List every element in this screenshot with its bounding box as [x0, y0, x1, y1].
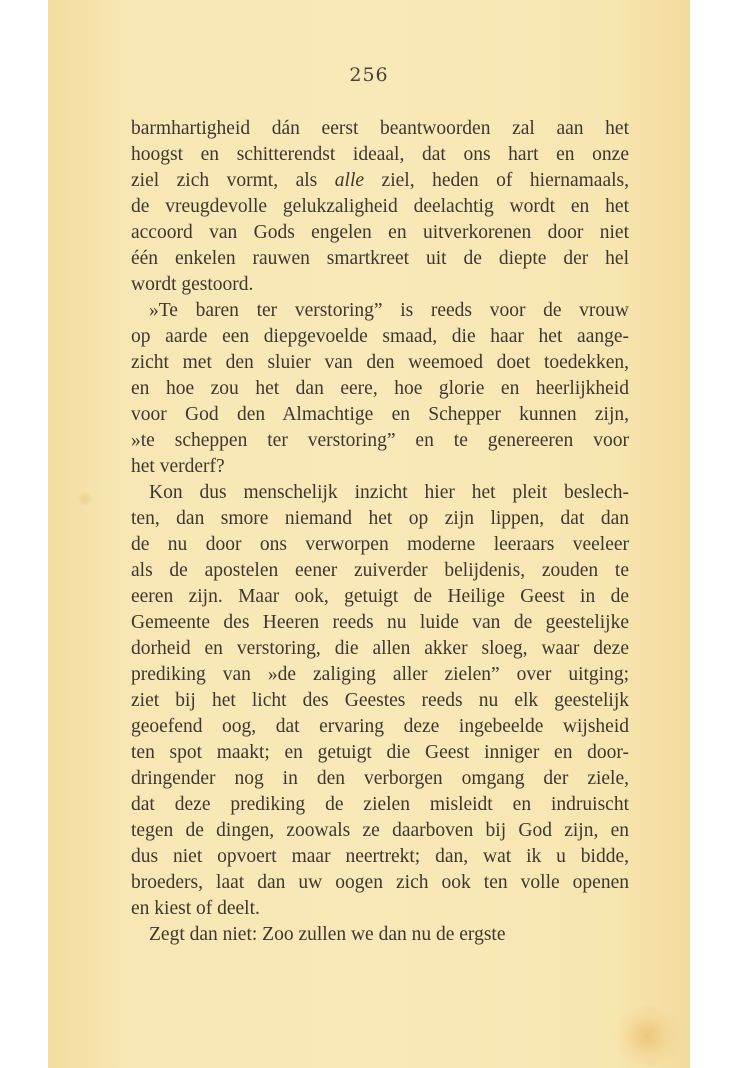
text-line: zicht met den sluier van den weemoed doet toedekken,	[131, 352, 629, 373]
paper-speck	[78, 492, 92, 506]
text-line: dus niet opvoert maar neertrekt; dan, wat ik u bidde,	[131, 846, 629, 867]
text-line: »te scheppen ter verstoring” en te genereeren voor	[131, 430, 629, 451]
text-line: en kiest of deelt.	[131, 898, 260, 919]
text-line: »Te baren ter verstoring” is reeds voor de vrouw	[149, 300, 629, 321]
text-line: accoord van Gods engelen en uitverkorenen door niet	[131, 222, 629, 243]
text-line: ziel zich vormt, als alle ziel, heden of hiernamaals,	[131, 170, 629, 191]
text-line: en hoe zou het dan eere, hoe glorie en heerlijkheid	[131, 378, 629, 399]
text-line: ten, dan smore niemand het op zijn lippen, dat dan	[131, 508, 629, 529]
text-line: één enkelen rauwen smartkreet uit de diepte der hel	[131, 248, 629, 269]
text-line: dorheid en verstoring, die allen akker sloeg, waar deze	[131, 638, 629, 659]
text-line: geoefend oog, dat ervaring deze ingebeelde wijsheid	[131, 716, 629, 737]
text-line: wordt gestoord.	[131, 274, 254, 295]
text-line: eeren zijn. Maar ook, getuigt de Heilige Geest in de	[131, 586, 629, 607]
text-line: Gemeente des Heeren reeds nu luide van de geestelijke	[131, 612, 629, 633]
text-line: broeders, laat dan uw oogen zich ook ten volle openen	[131, 872, 629, 893]
text-line: als de apostelen eener zuiverder belijdenis, zouden te	[131, 560, 629, 581]
text-line: de vreugdevolle gelukzaligheid deelachtig wordt en het	[131, 196, 629, 217]
text-line: dringender nog in den verborgen omgang der ziele,	[131, 768, 629, 789]
text-line: het verderf?	[131, 456, 225, 477]
italic-word: alle	[334, 170, 365, 191]
text-line: Kon dus menschelijk inzicht hier het pleit beslech-	[149, 482, 629, 503]
text-line: prediking van »de zaliging aller zielen” over uitging;	[131, 664, 629, 685]
text-line: ten spot maakt; en getuigt die Geest inniger en door-	[131, 742, 629, 763]
text-line: hoogst en schitterendst ideaal, dat ons hart en onze	[131, 144, 629, 165]
text-line: Zegt dan niet: Zoo zullen we dan nu de ergste	[149, 924, 506, 945]
page-number: 256	[349, 64, 389, 86]
paper-stain	[612, 1006, 682, 1066]
text-line: voor God den Almachtige en Schepper kunnen zijn,	[131, 404, 629, 425]
text-line: barmhartigheid dán eerst beantwoorden zal aan het	[131, 118, 629, 139]
text-line: op aarde een diepgevoelde smaad, die haar het aange-	[131, 326, 629, 347]
body-text	[131, 116, 629, 948]
text-line: de nu door ons verworpen moderne leeraars veeleer	[131, 534, 629, 555]
text-line: ziet bij het licht des Geestes reeds nu elk geestelijk	[131, 690, 629, 711]
text-line: tegen de dingen, zoowals ze daarboven bij God zijn, en	[131, 820, 629, 841]
text-line: dat deze prediking de zielen misleidt en indruischt	[131, 794, 629, 815]
